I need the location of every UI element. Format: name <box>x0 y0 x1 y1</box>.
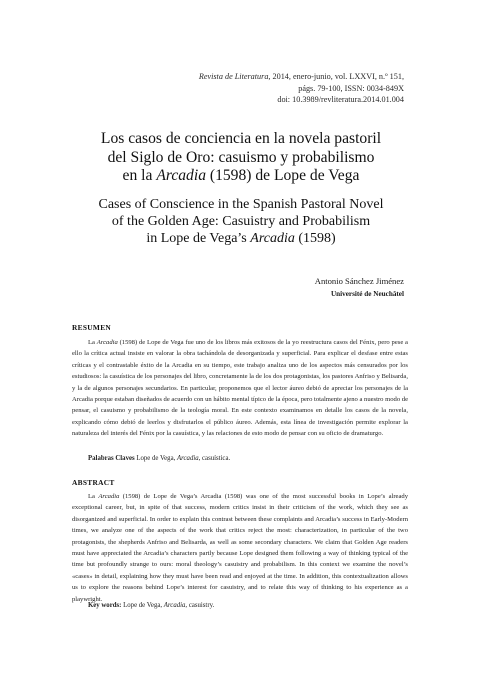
keywords-post: , casuistry. <box>185 602 215 609</box>
palabras-clave <box>88 455 408 462</box>
keywords-label: Key words: <box>88 602 122 609</box>
journal-name: Revista de Literatura <box>198 72 269 81</box>
title-spanish <box>60 130 422 186</box>
title-english <box>60 196 422 247</box>
title-es-line-3-pre: en la <box>122 167 157 185</box>
journal-meta <box>104 71 404 106</box>
journal-pages: págs. 79-100, ISSN: 0034-849X <box>298 83 404 93</box>
journal-issue: , 2014, enero-junio, vol. LXXVI, n.º 151, <box>268 72 404 81</box>
title-es-line-3-post: (1598) de Lope de Vega <box>206 167 360 185</box>
palabras-pre: Lope de Vega, <box>134 455 177 462</box>
title-es-line-2: del Siglo de Oro: casuismo y probabilismo <box>107 148 375 166</box>
palabras-em: Arcadia <box>176 455 199 462</box>
title-en-line-3 <box>60 230 422 247</box>
title-es-line-3 <box>60 167 422 186</box>
title-en-line-3-em: Arcadia <box>250 231 295 246</box>
resumen-body <box>72 337 408 440</box>
resumen-pre: La <box>88 339 97 346</box>
author-name: Antonio Sánchez Jiménez <box>314 276 404 286</box>
resumen-heading: RESUMEN <box>72 323 112 332</box>
keywords-pre: Lope de Vega, <box>121 602 164 609</box>
abstract-text: (1598) de Lope de Vega’s Arcadia (1598) was one of the most successful books in Lope’s already exceptional career, but, in spite of that success, modern critics insist in their criticism of the work, which they see as disorganized and superficial. In order to explain this contrast between these complaints and Arcadia’s success in Early-Modern times, we analyze one of the aspects of the work that critics reject the most: characterization, in particular of the two protagonists, the shepherds Anfriso and Belisarda, as well as some secondary characters. We claim that Golden Age readers must have appreciated the Arcadia’s characters partly because Lope designed them following a way of thinking typical of the time but profoundly strange to ours: moral theology’s casuistry and probabilism. In this context we examine the novel’s «cases» in detail, explaining how they must have been read and enjoyed at the time. In addition, this contextualization allows us to explore the reasons behind Lope’s interest for casuistry, and to relate this way of thinking to his experience as a playwright. <box>72 493 408 603</box>
abstract-body <box>72 491 408 605</box>
resumen-em: Arcadia <box>96 339 118 346</box>
journal-citation <box>104 71 404 83</box>
title-en-line-3-pre: in Lope de Vega’s <box>146 231 251 246</box>
title-en-line-1: Cases of Conscience in the Spanish Pastoral Novel <box>98 197 384 212</box>
abstract-em: Arcadia <box>98 493 120 500</box>
keywords-em: Arcadia <box>163 602 186 609</box>
journal-doi: doi: 10.3989/revliteratura.2014.01.004 <box>277 95 404 104</box>
title-es-line-1: Los casos de conciencia en la novela pastoril <box>100 130 382 147</box>
title-es-line-3-em: Arcadia <box>156 167 206 185</box>
key-words <box>88 602 408 609</box>
author-affiliation: Université de Neuchâtel <box>330 290 404 298</box>
abstract-pre: La <box>88 493 99 500</box>
palabras-post: , casuística. <box>198 455 231 462</box>
abstract-heading: ABSTRACT <box>72 478 115 487</box>
author-block <box>315 275 404 301</box>
title-en-line-2: of the Golden Age: Casuistry and Probabilism <box>111 214 371 229</box>
title-en-line-3-post: (1598) <box>294 231 336 246</box>
resumen-text: (1598) de Lope de Vega fue uno de los libros más exitosos de la yo reestructura casos del Fénix, pero pese a ello la crítica actual insiste en valorar la obra tachándola de desorganizada y superficial. Para explicar el desfase entre estas críticas y el contrastable éxito de la Arcadia en su tiempo, este trabajo analiza uno de los aspectos más censurados por los estudiosos: la casuística de los personajes del libro, concretamente la de los dos protagonistas, los pastores Anfriso y Belisarda, y la de algunos personajes secundarios. En particular, proponemos que el lector áureo debió de apreciar los personajes de la Arcadia porque estaban diseñados de acuerdo con un hábito mental típico de la época, pero totalmente ajeno a nuestro modo de pensar, el casuismo y probabilismo de la teología moral. En este contexto examinamos en detalle los casos de la novela, explicando cómo debió de leerlos y disfrutarlos el público áureo. Además, esta línea de investigación permite explorar la naturaleza del interés del Fénix por la casuística, y las relaciones de esto modo de pensar con su oficio de dramaturgo. <box>72 339 408 438</box>
palabras-label: Palabras Claves <box>88 455 135 462</box>
